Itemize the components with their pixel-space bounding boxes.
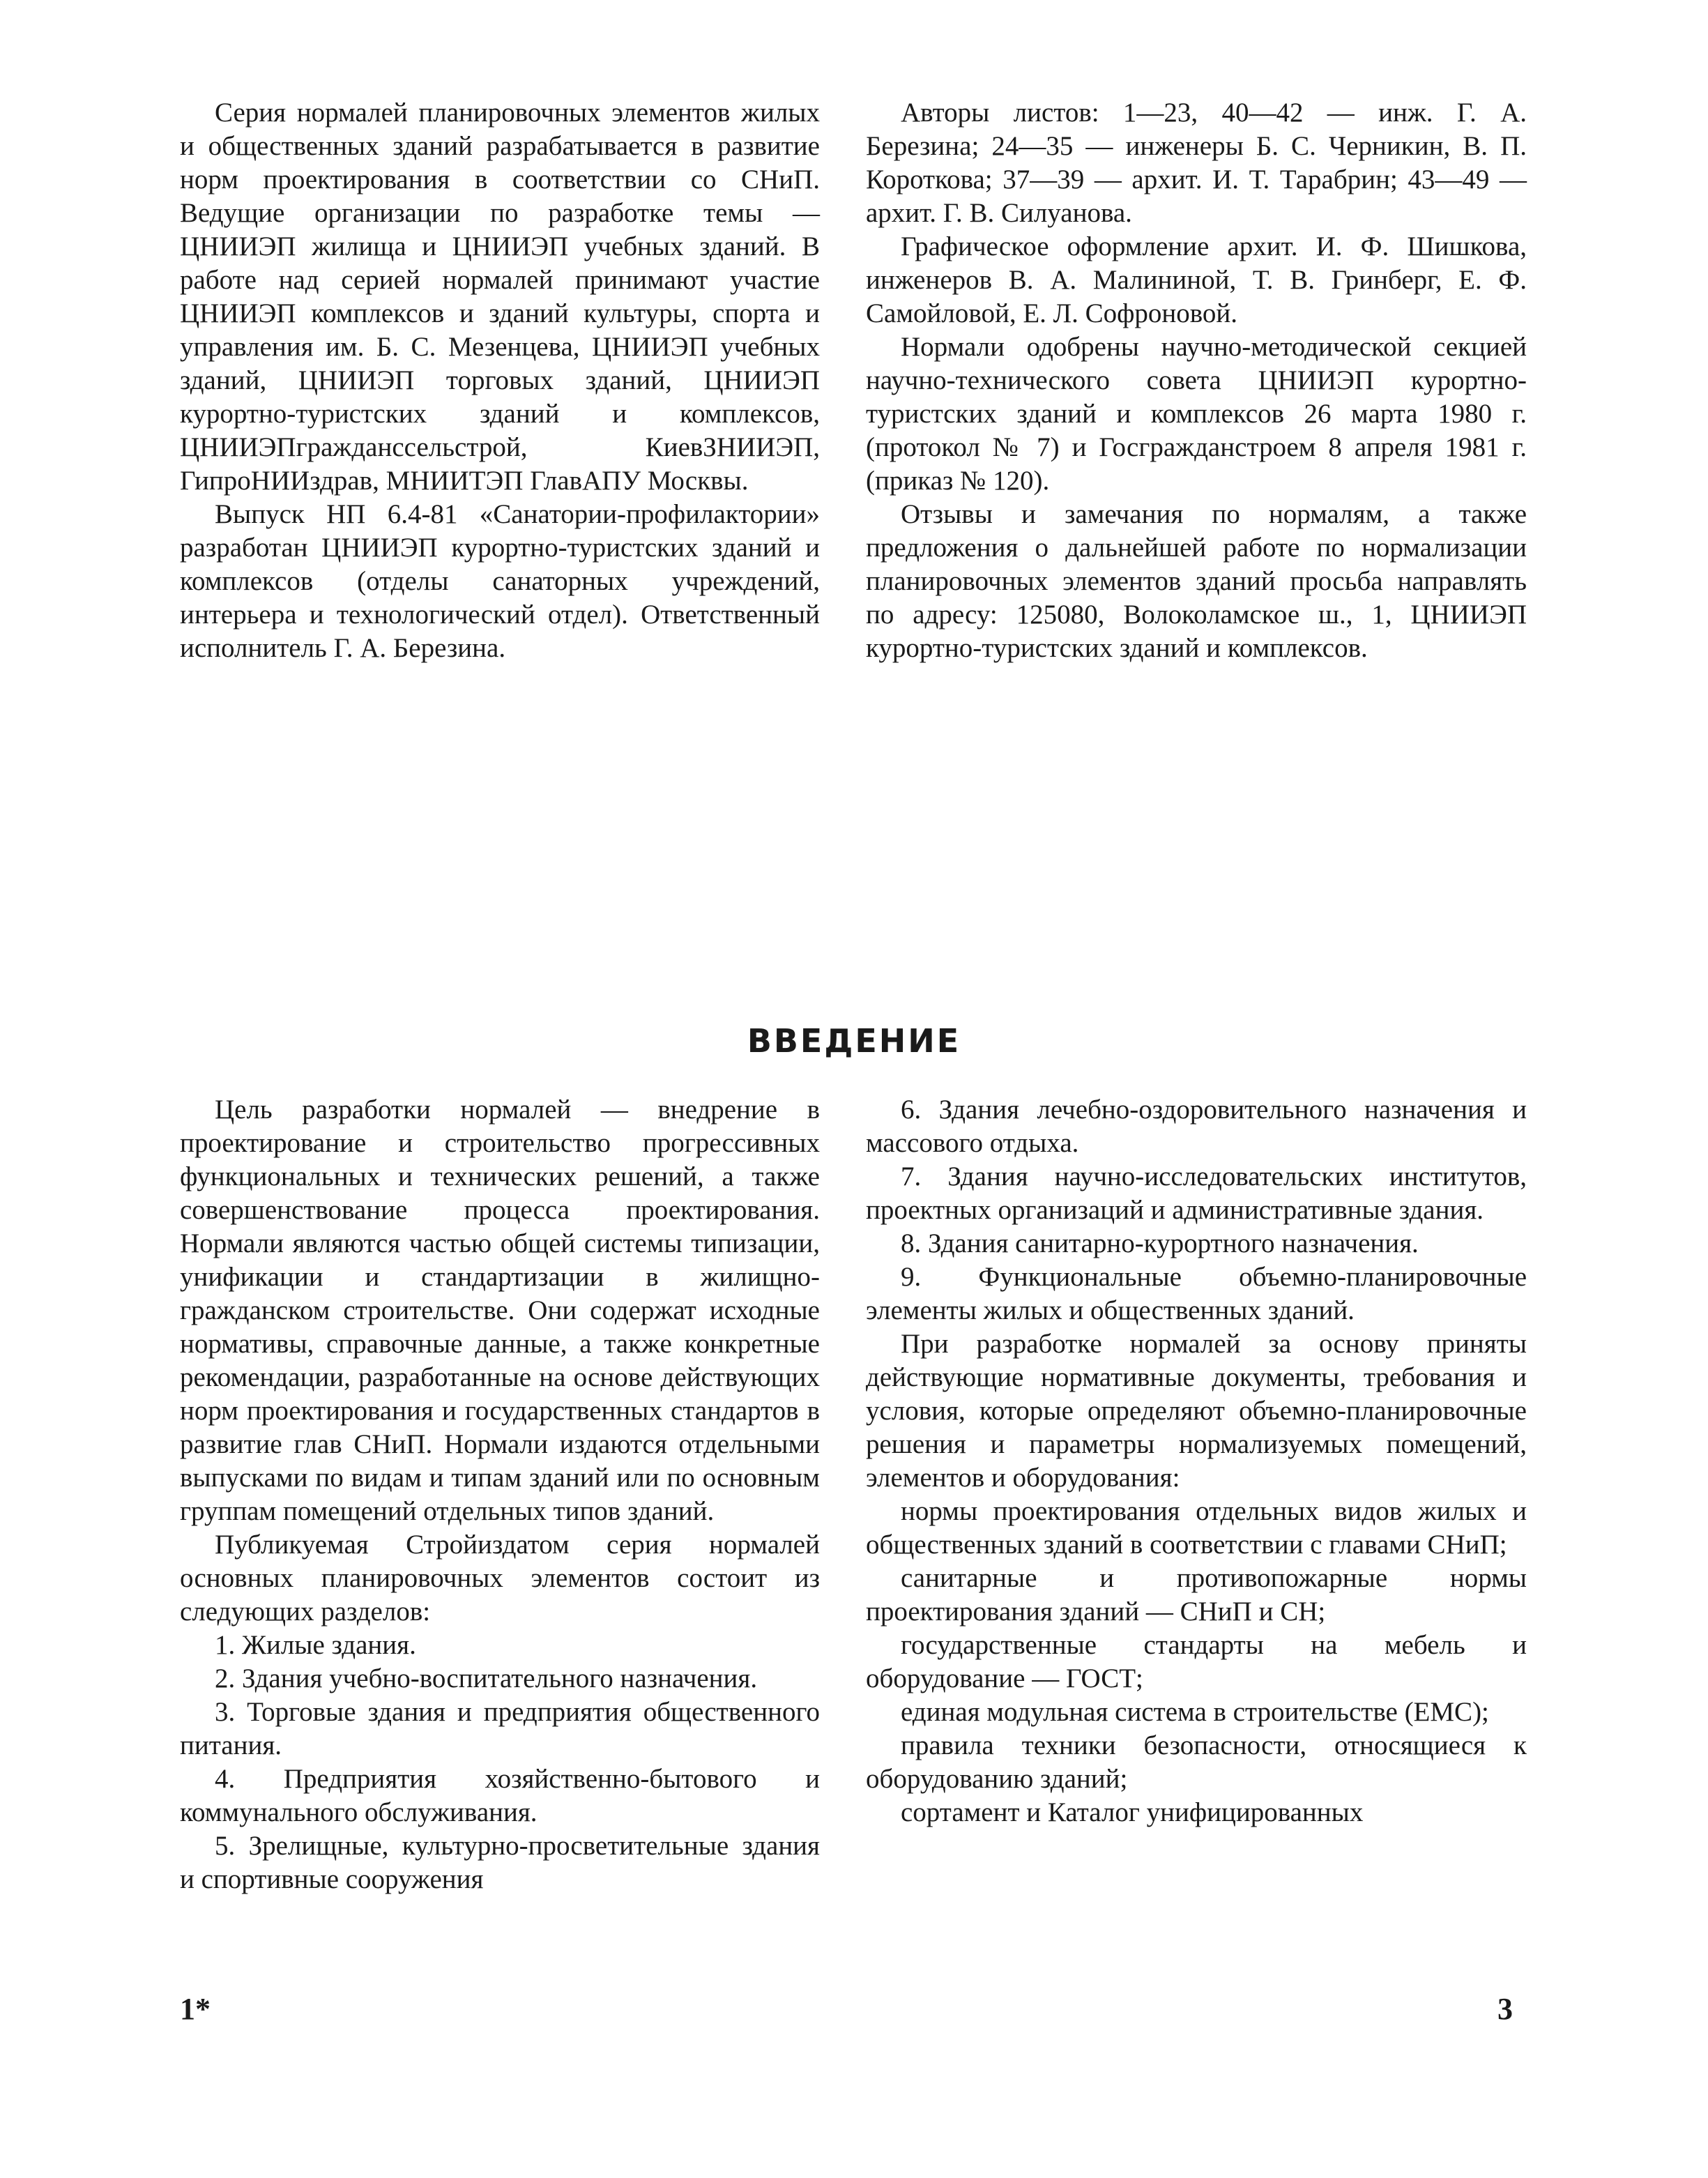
paragraph: Авторы листов: 1—23, 40—42 — инж. Г. А. Березина; 24—35 — инженеры Б. С. Черникин, В. П. Короткова; 37—39 — архит. И. Т. Тарабрин; 43—49 — архит. Г. В. Силуанова. (866, 98, 1527, 228)
paragraph: Цель разработки нормалей — внедрение в проектирование и строительство прогрессивных функциональных и технических решений, а также совершенствование процесса проектирования. Нормали являются частью общей системы типизации, унификации и стандартизации в жилищно-гражданском строительстве. Они содержат исходные нормативы, справочные данные, а также конкретные рекомендации, разработанные на основе действующих норм проектирования и государственных стандартов в развитие глав СНиП. Нормали издаются отдельными выпусками по видам и типам зданий или по основным группам помещений отдельных типов зданий. (180, 1095, 820, 1526)
list-item: нормы проектирования отдельных видов жилых и общественных зданий в соответствии с главами СНиП; (866, 1496, 1527, 1560)
list-item: 5. Зрелищные, культурно-просветительные здания и спортивные сооружения (180, 1831, 820, 1894)
list-item: 8. Здания санитарно-курортного назначения. (901, 1228, 1419, 1258)
list-item: 6. Здания лечебно-оздоровительного назначения и массового отдыха. (866, 1095, 1527, 1158)
bottom-left-column (180, 1093, 820, 1896)
bottom-right-column (866, 1093, 1527, 1829)
top-left-column (180, 96, 820, 665)
paragraph: Выпуск НП 6.4-81 «Санатории-профилактории» разработан ЦНИИЭП курортно-туристских зданий и комплексов (отделы санаторных учреждений, интерьера и технологический отдел). Ответственный исполнитель Г. А. Березина. (180, 499, 820, 663)
paragraph: Графическое оформление архит. И. Ф. Шишкова, инженеров В. А. Малининой, Т. В. Гринберг, Е. Ф. Самойловой, Е. Л. Софроновой. (866, 231, 1527, 328)
top-right-column (866, 96, 1527, 665)
list-item: 4. Предприятия хозяйственно-бытового и коммунального обслуживания. (180, 1764, 820, 1827)
list-item: 2. Здания учебно-воспитательного назначения. (215, 1663, 758, 1693)
section-title: ВВЕДЕНИЕ (747, 1022, 961, 1060)
list-item: 7. Здания научно-исследовательских институтов, проектных организаций и административные здания. (866, 1162, 1527, 1225)
paragraph: Публикуемая Стройиздатом серия нормалей основных планировочных элементов состоит из следующих разделов: (180, 1530, 820, 1627)
list-item: 3. Торговые здания и предприятия общественного питания. (180, 1697, 820, 1760)
list-item: государственные стандарты на мебель и оборудование — ГОСТ; (866, 1630, 1527, 1693)
page-number: 3 (1497, 1992, 1513, 2026)
paragraph: Нормали одобрены научно-методической секцией научно-технического совета ЦНИИЭП курортно-туристских зданий и комплексов 26 марта 1980 г. (протокол № 7) и Госгражданстроем 8 апреля 1981 г. (приказ № 120). (866, 332, 1527, 496)
paragraph: При разработке нормалей за основу приняты действующие нормативные документы, требования и условия, которые определяют объемно-планировочные решения и параметры нормализуемых помещений, элементов и оборудования: (866, 1329, 1527, 1493)
paragraph: Отзывы и замечания по нормалям, а также предложения о дальнейшей работе по нормализации планировочных элементов зданий просьба направлять по адресу: 125080, Волоколамское ш., 1, ЦНИИЭП курортно-туристских зданий и комплексов. (866, 499, 1527, 663)
list-item: единая модульная система в строительстве (ЕМС); (901, 1697, 1489, 1727)
list-item: санитарные и противопожарные нормы проектирования зданий — СНиП и СН; (866, 1563, 1527, 1627)
list-item: 1. Жилые здания. (215, 1630, 416, 1660)
list-item: сортамент и Каталог унифицированных (901, 1797, 1364, 1827)
list-item: правила техники безопасности, относящиеся к оборудованию зданий; (866, 1730, 1527, 1794)
paragraph: Серия нормалей планировочных элементов жилых и общественных зданий разрабатывается в развитие норм проектирования в соответствии со СНиП. Ведущие организации по разработке темы — ЦНИИЭП жилища и ЦНИИЭП учебных зданий. В работе над серией нормалей принимают участие ЦНИИЭП комплексов и зданий культуры, спорта и управления им. Б. С. Мезенцева, ЦНИИЭП учебных зданий, ЦНИИЭП торговых зданий, ЦНИИЭП курортно-туристских зданий и комплексов, ЦНИИЭПгражданссельстрой, КиевЗНИИЭП, ГипроНИИздрав, МНИИТЭП ГлавАПУ Москвы. (180, 98, 820, 496)
list-item: 9. Функциональные объемно-планировочные элементы жилых и общественных зданий. (866, 1262, 1527, 1325)
signature-mark: 1* (180, 1992, 211, 2026)
